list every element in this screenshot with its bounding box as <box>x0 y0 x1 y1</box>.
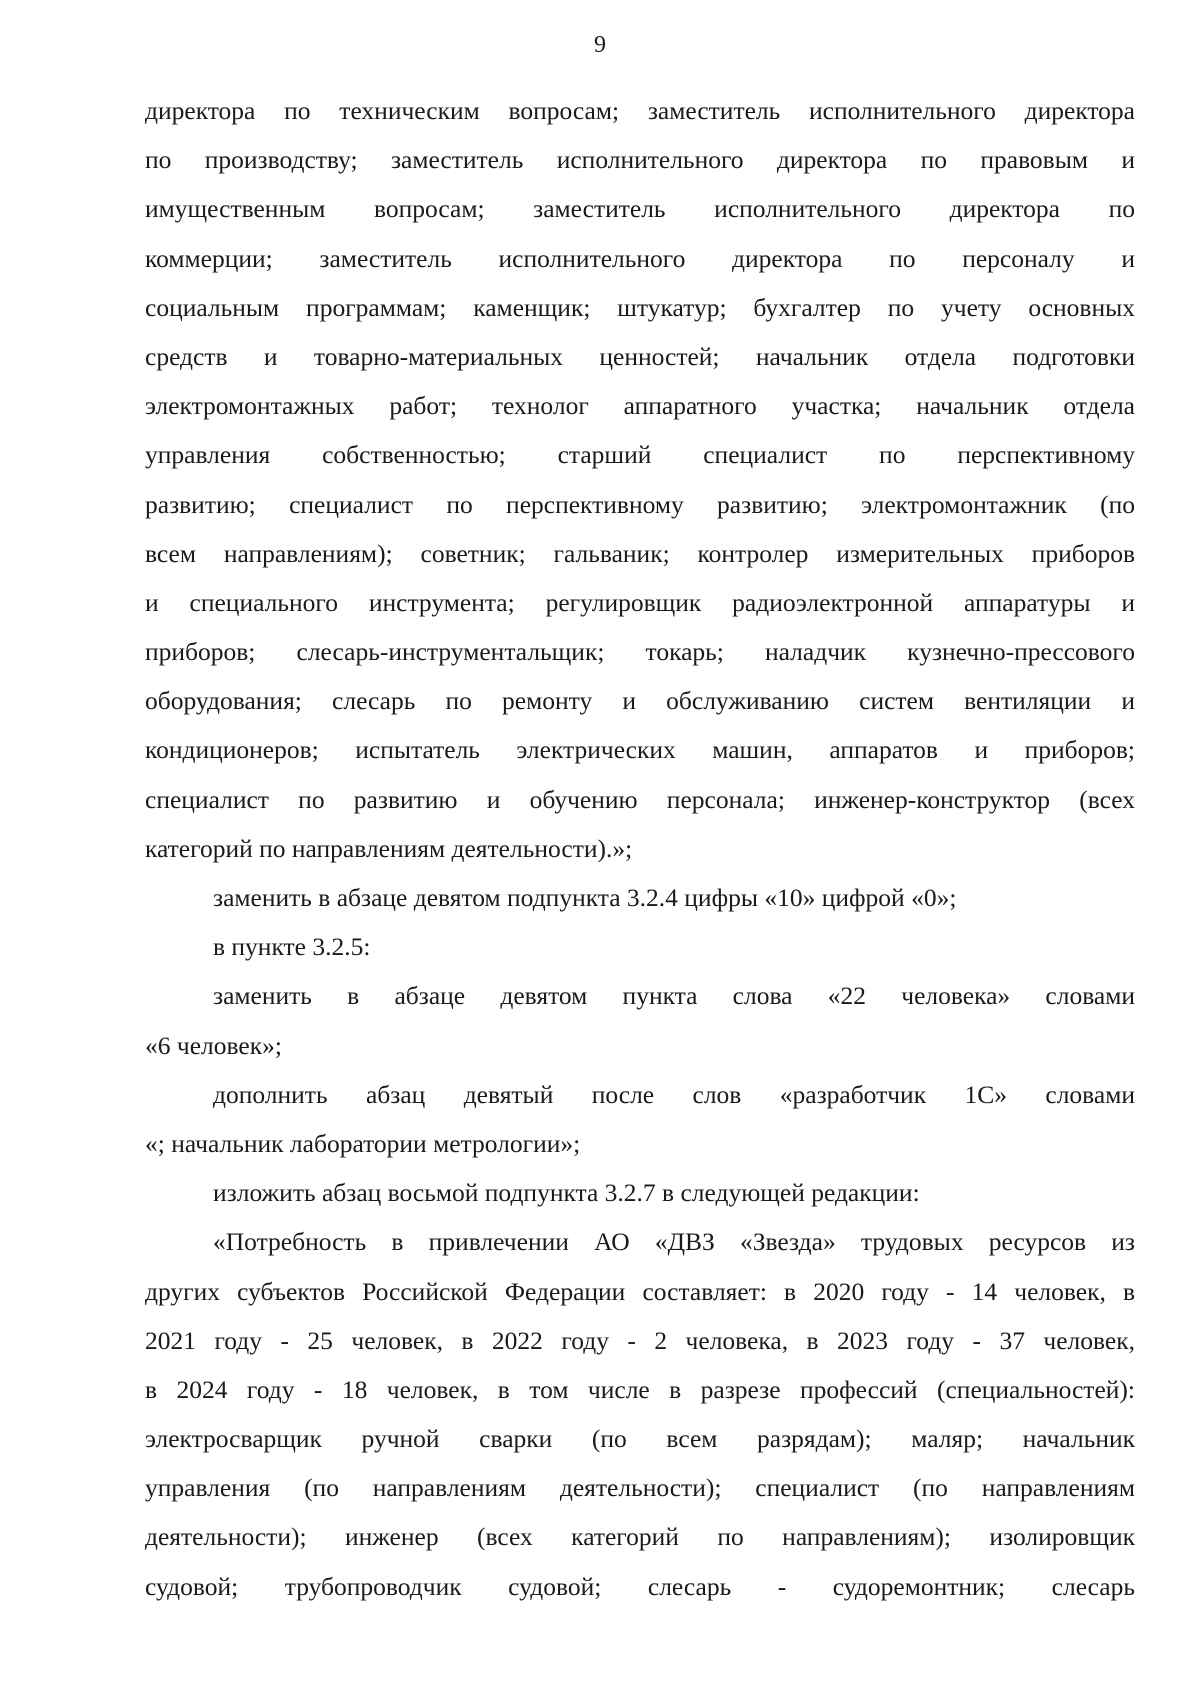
text-line: категорий по направлениям деятельности).»; <box>145 833 633 863</box>
text-line: дополнить абзац девятый после слов «разработчик 1С» словами <box>213 1079 1135 1109</box>
text-line: средств и товарно-материальных ценностей; начальник отдела подготовки <box>145 341 1135 371</box>
text-line: судовой; трубопроводчик судовой; слесарь - судоремонтник; слесарь <box>145 1571 1135 1601</box>
text-line: управления (по направлениям деятельности); специалист (по направлениям <box>145 1473 1135 1503</box>
text-line: специалист по развитию и обучению персонала; инженер-конструктор (всех <box>145 784 1135 814</box>
text-line: деятельности); инженер (всех категорий по направлениям); изолировщик <box>145 1522 1135 1552</box>
text-line: коммерции; заместитель исполнительного директора по персоналу и <box>145 243 1135 273</box>
text-line: электросварщик ручной сварки (по всем разрядам); маляр; начальник <box>145 1424 1135 1454</box>
text-line: «; начальник лаборатории метрологии»; <box>145 1128 581 1158</box>
text-line: по производству; заместитель исполнительного директора по правовым и <box>145 145 1135 175</box>
text-line: кондиционеров; испытатель электрических машин, аппаратов и приборов; <box>145 735 1135 765</box>
text-line: имущественным вопросам; заместитель исполнительного директора по <box>145 194 1135 224</box>
text-line: развитию; специалист по перспективному развитию; электромонтажник (по <box>145 489 1135 519</box>
text-line: приборов; слесарь-инструментальщик; токарь; наладчик кузнечно-прессового <box>145 637 1135 667</box>
text-line: «Потребность в привлечении АО «ДВЗ «Звезда» трудовых ресурсов из <box>213 1227 1135 1257</box>
text-line: социальным программам; каменщик; штукатур; бухгалтер по учету основных <box>145 292 1135 322</box>
text-line: 2021 году - 25 человек, в 2022 году - 2 человека, в 2023 году - 37 человек, <box>145 1325 1135 1355</box>
text-line: и специального инструмента; регулировщик радиоэлектронной аппаратуры и <box>145 587 1135 617</box>
page-number: 9 <box>594 32 606 58</box>
text-line: в 2024 году - 18 человек, в том числе в разрезе профессий (специальностей): <box>145 1374 1135 1404</box>
text-line: «6 человек»; <box>145 1030 282 1060</box>
text-line: электромонтажных работ; технолог аппаратного участка; начальник отдела <box>145 391 1135 421</box>
text-line: других субъектов Российской Федерации составляет: в 2020 году - 14 человек, в <box>145 1276 1135 1306</box>
text-line: заменить в абзаце девятом подпункта 3.2.4 цифры «10» цифрой «0»; <box>213 883 957 912</box>
text-line: изложить абзац восьмой подпункта 3.2.7 в следующей редакции: <box>213 1178 920 1208</box>
text-line: всем направлениям); советник; гальваник; контролер измерительных приборов <box>145 538 1135 568</box>
document-body <box>145 86 1135 1611</box>
text-line: управления собственностью; старший специалист по перспективному <box>145 440 1135 470</box>
text-line: в пункте 3.2.5: <box>213 932 371 962</box>
text-line: заменить в абзаце девятом пункта слова «22 человека» словами <box>213 981 1135 1011</box>
text-line: оборудования; слесарь по ремонту и обслуживанию систем вентиляции и <box>145 686 1135 716</box>
text-line: директора по техническим вопросам; заместитель исполнительного директора <box>145 96 1135 125</box>
